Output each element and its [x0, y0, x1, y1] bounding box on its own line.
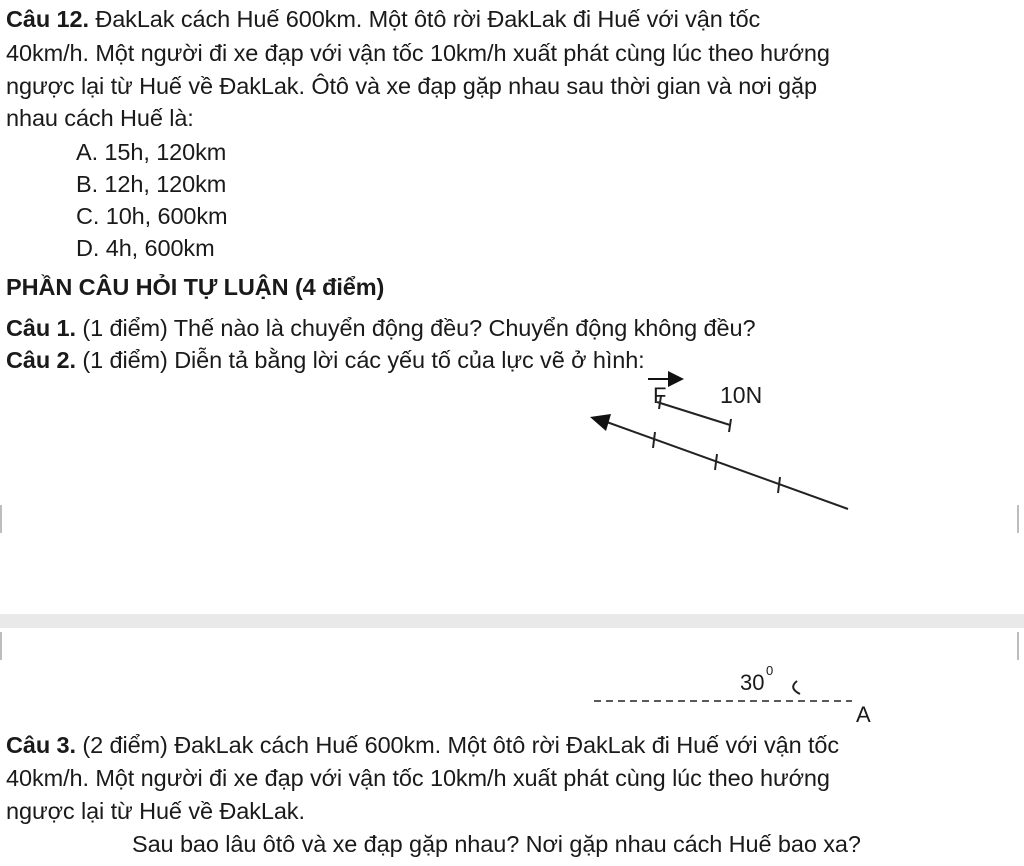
q1-label: Câu 1. — [6, 315, 76, 341]
q2-line: Câu 2. (1 điểm) Diễn tả bằng lời các yếu tố của lực vẽ ở hình: — [6, 347, 645, 373]
q3-line-3: ngược lại từ Huế về ĐakLak. — [6, 798, 305, 824]
q3-label: Câu 3. — [6, 732, 76, 758]
scale-label: 10N — [720, 382, 763, 408]
angle-arc — [793, 681, 800, 694]
q12-line-2: 40km/h. Một người đi xe đạp với vận tốc 10km/h xuất phát cùng lúc theo hướng — [6, 40, 830, 66]
q12-line-3: ngược lại từ Huế về ĐakLak. Ôtô và xe đạp gặp nhau sau thời gian và nơi gặp — [6, 73, 817, 99]
vector-arrowhead-icon — [668, 371, 684, 387]
point-label: A — [856, 702, 871, 727]
force-tick — [715, 454, 717, 470]
q12-line-1: Câu 12. ĐakLak cách Huế 600km. Một ôtô rời ĐakLak đi Huế với vận tốc — [6, 6, 761, 32]
force-tick — [653, 432, 655, 448]
force-line — [604, 421, 848, 509]
q12-label: Câu 12. — [6, 6, 89, 32]
scale-tick — [729, 419, 731, 432]
q3-question: Sau bao lâu ôtô và xe đạp gặp nhau? Nơi gặp nhau cách Huế bao xa? — [132, 831, 861, 857]
q3-line-1: Câu 3. (2 điểm) ĐakLak cách Huế 600km. Một ôtô rời ĐakLak đi Huế với vận tốc — [6, 732, 840, 758]
force-label: F — [653, 383, 667, 408]
q12-option-b: B. 12h, 120km — [76, 171, 227, 197]
angle-degree-sup: 0 — [766, 663, 774, 678]
q1-line: Câu 1. (1 điểm) Thế nào là chuyển động đều? Chuyển động không đều? — [6, 315, 756, 341]
q3-line-2: 40km/h. Một người đi xe đạp với vận tốc 10km/h xuất phát cùng lúc theo hướng — [6, 765, 830, 791]
angle-label: 30 — [740, 670, 765, 695]
q12-line-4: nhau cách Huế là: — [6, 105, 194, 131]
section-title: PHẦN CÂU HỎI TỰ LUẬN (4 điểm) — [6, 274, 385, 300]
force-tick — [778, 477, 780, 493]
q12-option-d: D. 4h, 600km — [76, 235, 215, 261]
q12-option-c: C. 10h, 600km — [76, 203, 228, 229]
q2-label: Câu 2. — [6, 347, 76, 373]
q12-option-a: A. 15h, 120km — [76, 139, 227, 165]
force-arrowhead-icon — [590, 414, 611, 431]
